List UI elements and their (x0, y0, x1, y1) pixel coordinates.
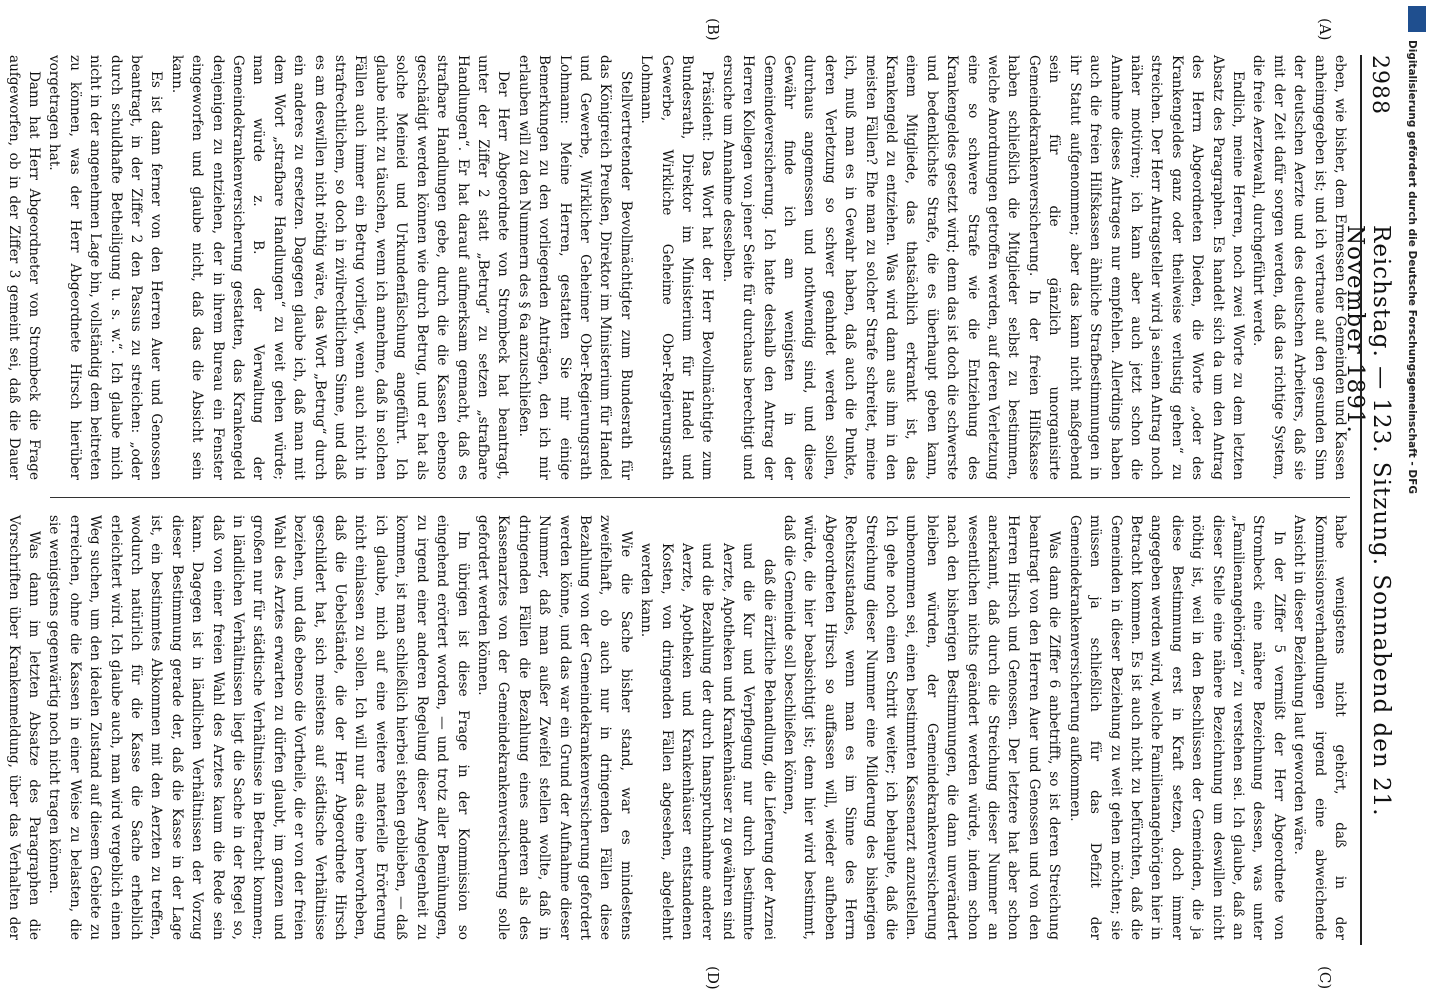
page-number: 2988 (1367, 55, 1392, 115)
column-rule (50, 497, 1350, 498)
paragraph: Stellvertretender Bevollmächtigter zum Bundesrath für das Königreich Preußen, Direktor im Ministerium für Handel und Gewerbe, Wirklicher Geheimer Ober-Regierungsrath Lohmann: Meine Herren, gestatten Sie mir einige Bemerkungen zu den vorliegenden Anträgen, den ich mir erlauben will zu den Nummern des § 6a anzuschließen. (515, 55, 634, 480)
quoted-provision: daß die ärztliche Behandlung, die Lieferung der Arznei und die Kur und Verpflegung nur durch bestimmte Aerzte, Apotheken und Krankenhäuser zu gewähren sind und die Bezahlung der durch Inanspruchnahme anderer Aerzte, Apotheken und Krankenhäuser entstandenen Kosten, von dringenden Fällen abgesehen, abgelehnt werden kann. (638, 543, 777, 940)
paragraph: Was dann im letzten Absatze des Paragraphen die Vorschriften über Krankenmeldung, über das Verhalten der (5, 515, 42, 940)
margin-mark-b: (B) (704, 18, 722, 41)
paragraph: Endlich, meine Herren, noch zwei Worte zu dem letzten Absatz des Paragraphen. Es handelt sich da um den Antrag des Herrn Abgeordneten Dieden, die Worte „oder des Krankengeldes ganz oder theilweise verlustig gehen“ zu streichen. Der Herr Antragsteller wird ja seinen Antrag noch näher motiviren; ich kann aber auch jetzt schon die Annahme dieses Antrages nur empfehlen. Allerdings haben auch die freien Hilfskassen ähnliche Strafbestimmungen in ihr Statut aufgenommen; aber das kann nicht maßgebend sein für die gänzlich unorganisirte Gemeindekrankenversicherung. In der freien Hilfskasse haben schließlich die Mitglieder selbst zu bestimmen, welche Anordnungen getroffen werden, auf deren Verletzung eine so schwere Strafe wie die Entziehung des Krankengeldes gesetzt wird; denn das ist doch die schwerste und bedenklichste Strafe, die es überhaupt geben kann, einem Mitgliede, das thatsächlich erkrankt ist, das Krankengeld zu entziehen. Was wird dann aus ihm in den meisten Fällen? Ehe man zu solcher Strafe schreitet, meine ich, muß man es in Gewahr haben, daß auch die Punkte, deren Verletzung so schwer geahndet werden sollen, durchaus angemessen und nothwendig sind, und diese Gewähr finde ich am wenigsten in der Gemeindeversicherung. Ich hatte deshalb den Antrag der Herren Kollegen von jener Seite für durchaus berechtigt und ersuche um Annahme desselben. (719, 55, 1246, 480)
paragraph: eben, wie bisher, dem Ermessen der Gemeinden und Kassen anheimgegeben ist; und ich vertraue auf den gesunden Sinn der deutschen Aerzte und des deutschen Arbeiters, daß sie mit der Zeit dafür sorgen werden, daß das richtige System, die freie Aerztewahl, durchgeführt werde. (1250, 55, 1348, 480)
margin-mark-a: (A) (1316, 18, 1334, 41)
paragraph: Der Herr Abgeordnete von Strombeck hat beantragt, unter der Ziffer 2 statt „Betrug“ zu setzen „strafbare Handlungen“. Er hat darauf aufmerksam gemacht, daß es strafbare Handlungen gebe, durch die die Kassen ebenso geschädigt werden können wie durch Betrug, und er hat als solche Meineid und Urkundenfälschung angeführt. Ich glaube nicht zu täuschen, wenn ich annehme, daß in solchen Fällen auch immer ein Betrug vorliegt, wenn auch nicht in strafrechtlichem, so doch in zivilrechtlichem Sinne, und daß es am deswillen nicht nöthig wäre, das Wort „Betrug“ durch ein anderes zu ersetzen. Dagegen glaube ich, daß man mit dem Wort „strafbare Handlungen“ zu weit gehen würde; man würde z. B. der Verwaltung der Gemeindekrankenversicherung gestatten, das Krankengeld denjenigen zu entziehen, der in ihrem Bureau ein Fenster eingeworfen und glaube nicht, daß das die Absicht sein kann. (168, 55, 512, 480)
paragraph: Im übrigen ist diese Frage in der Kommission so eingehend erörtert worden, — und trotz aller Bemühungen, zu irgend einer anderen Regelung dieser Angelegenheit zu kommen, ist man schließlich hierbei stehen geblieben, — daß ich glaube, mich auf eine weitere materielle Erörterung nicht einlassen zu sollen. Ich will nur das eine hervorheben, daß die Uebelstände, die der Herr Abgeordnete Hirsch geschildert hat, sich meistens auf städtische Verhältnisse beziehen, und daß ebenso die Vortheile, die er von der freien Wahl des Arztes erwarten zu dürfen glaubt, im ganzen und großen nur für städtische Verhältnisse in Betracht kommen; in ländlichen Verhältnissen liegt die Sache in der Regel so, daß von einer freien Wahl des Arztes kaum die Rede sein kann. Dagegen ist in ländlichen Verhältnissen der Vorzug dieser Bestimmung gerade der, daß die Kasse in der Lage ist, ein bestimmtes Abkommen mit den Aerzten zu treffen, wodurch natürlich für die Kasse die Sache erheblich erleichtert wird. Ich glaube auch, man wird vergeblich einen Weg suchen, um den idealen Zustand auf diesem Gebiete zu erreichen, ohne die Kassen in einer Weise zu belasten, die sie wenigstens gegenwärtig noch nicht tragen können. (46, 515, 471, 940)
digitization-note-text: Digitalisierung gefördert durch die Deutsche Forschungsgemeinschaft - DFG (1406, 40, 1418, 494)
left-column (5, 55, 1350, 480)
header-rule (1360, 55, 1362, 945)
margin-mark-d: (D) (704, 966, 722, 990)
paragraph: Dann hat Herr Abgeordneter von Strombeck die Frage aufgeworfen, ob in der Ziffer 3 gemeint sei, daß die Dauer (5, 55, 42, 480)
paragraph: habe wenigstens nicht gehört, daß in der Kommissionsverhandlungen irgend eine abweichende Ansicht in dieser Beziehung laut geworden wäre. (1291, 515, 1348, 940)
paragraph: In der Ziffer 5 vermißt der Herr Abgeordnete von Strombeck eine nähere Bezeichnung dessen, was unter „Familienangehörigen“ zu verstehen sei. Ich glaube, daß an dieser Stelle eine nähere Bezeichnung um deswillen nicht nöthig ist, weil in den Beschlüssen der Gemeinden, die ja diese Bestimmung erst in Kraft setzen, doch immer angegeben werden wird, welche Familienangehörigen hier in Betracht kommen. Es ist auch nicht zu befürchten, daß die Gemeinden in dieser Beziehung zu weit gehen möchten; sie müssen ja schließlich für das Defizit der Gemeindekrankenversicherung aufkommen. (1066, 515, 1287, 940)
paragraph: Wie die Sache bisher stand, war es mindestens zweifelhaft, ob auch nur in dringenden Fällen diese Bezahlung von der Gemeindekrankenversicherung gefordert werden könne, und das war ein Grund der Aufnahme dieser Nummer, daß man außer Zweifel stellen wollte, daß in dringenden Fällen die Bezahlung eines anderen als des Kassenarztes von der Gemeindekrankenversicherung solle gefordert werden können. (474, 515, 634, 940)
paragraph: Was dann die Ziffer 6 anbetrifft, so ist deren Streichung beantragt von den Herren Auer und Genossen und von den Herren Hirsch und Genossen. Der letztere hat aber schon anerkannt, daß durch die Streichung dieser Nummer an wesentlichen nichts geändert werden würde, indem schon nach den bisherigen Bestimmungen, die dann unverändert bleiben würden, der Gemeindekrankenversicherung unbenommen sei, einen bestimmten Kassenarzt anzustellen. Ich gehe noch einen Schritt weiter; ich behaupte, daß die Streichung dieser Nummer eine Milderung des bisherigen Rechtszustandes, wenn man es im Sinne des Herrn Abgeordneten Hirsch so auffassen will, wieder aufheben würde, die hier beabsichtigt ist; denn hier wird bestimmt, daß die Gemeinde soll beschließen können, (781, 515, 1063, 940)
margin-mark-c: (C) (1316, 966, 1334, 990)
paragraph: Präsident: Das Wort hat der Herr Bevollmächtigte zum Bundesrath, Direktor im Ministerium für Handel und Gewerbe, Wirkliche Geheime Ober-Regierungsrath Lohmann. (638, 55, 716, 480)
paragraph: Es ist dann ferner von den Herren Auer und Genossen beantragt, in der Ziffer 2 den Passus zu streichen: „oder durch schuldhafte Betheiligung u. s. w.“. Ich glaube mich nicht in der angenehmen Lage bin, vollständig dem beitreten zu können, was der Herr Abgeordnete Hirsch hierüber vorgetragen hat. (46, 55, 165, 480)
dfg-logo (1408, 6, 1426, 32)
right-column (5, 515, 1350, 940)
header-title: Reichstag. — 123. Sitzung. Sonnabend den 21. November 1891. (1342, 225, 1394, 817)
digitization-note (1398, 40, 1438, 720)
